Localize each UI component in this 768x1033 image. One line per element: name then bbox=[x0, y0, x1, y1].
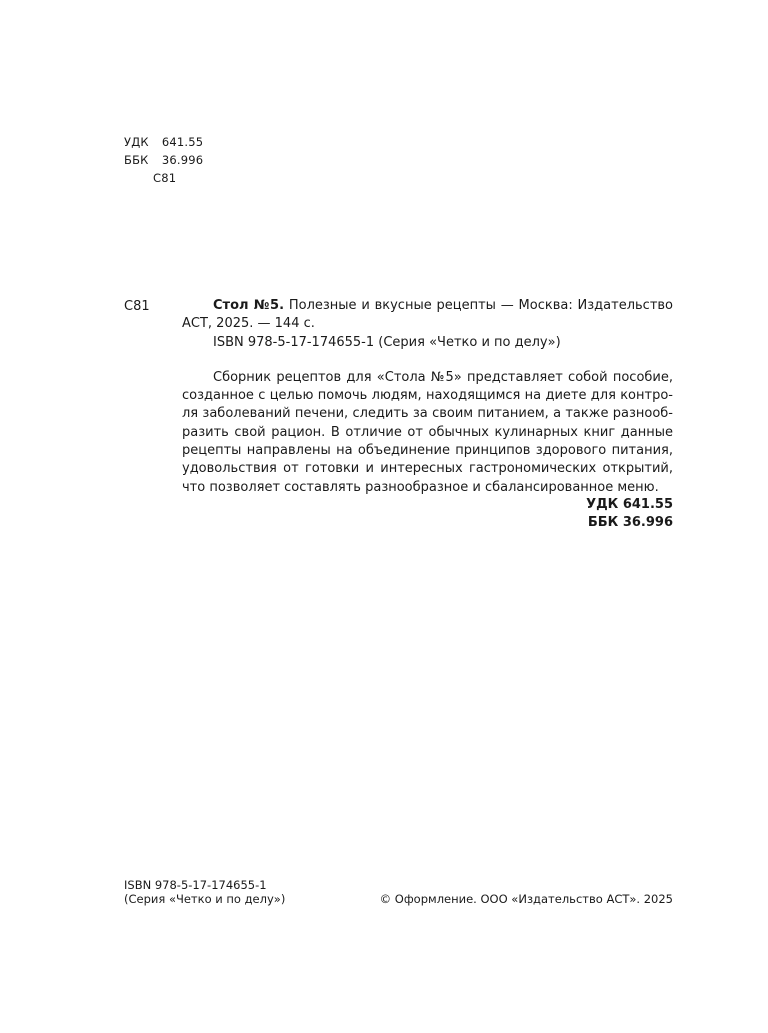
bibliographic-block bbox=[182, 297, 673, 497]
book-title: Стол №5. bbox=[213, 298, 285, 313]
classifier-block bbox=[124, 133, 203, 187]
footer-isbn-block bbox=[124, 878, 285, 906]
footer-isbn: ISBN 978-5-17-174655-1 bbox=[124, 878, 267, 892]
bbk-value: 36.996 bbox=[161, 153, 204, 167]
udk-value: 641.55 bbox=[161, 135, 204, 149]
bbk-code: ББК 36.996 bbox=[587, 515, 673, 530]
bbk-label: ББК bbox=[124, 153, 149, 167]
bottom-classifier-codes bbox=[586, 496, 673, 532]
publication-details: Полезные и вкусные рецепты — Москва: Издательство АСТ, 2025. — 144 с. bbox=[182, 298, 674, 332]
annotation-text: Сборник рецептов для «Стола №5» представляет собой пособие, созданное с целью помочь людям, находящимся на диете для контроля заболеваний печени, следить за своим питанием, а также разнообразить свой рацион. В отличие от обычных кулинарных книг данные рецепты направлены на объединение принципов здорового питания, удовольствия от готовки и интересных гастрономических открытий, что позволяет составлять разнообразное и сбалансированное меню. bbox=[182, 369, 673, 495]
bbk-row bbox=[124, 151, 203, 169]
footer-series: (Серия «Четко и по делу») bbox=[124, 892, 286, 906]
udk-label: УДК bbox=[124, 135, 149, 149]
margin-author-code: С81 bbox=[124, 299, 150, 314]
udk-row bbox=[124, 133, 203, 151]
author-code: С81 bbox=[153, 171, 177, 185]
isbn-series-line: ISBN 978-5-17-174655-1 (Серия «Четко и по делу») bbox=[213, 334, 561, 350]
footer-copyright: © Оформление. ООО «Издательство АСТ». 2025 bbox=[379, 892, 673, 906]
udk-code: УДК 641.55 bbox=[586, 497, 673, 512]
bibliographic-description bbox=[182, 297, 673, 352]
